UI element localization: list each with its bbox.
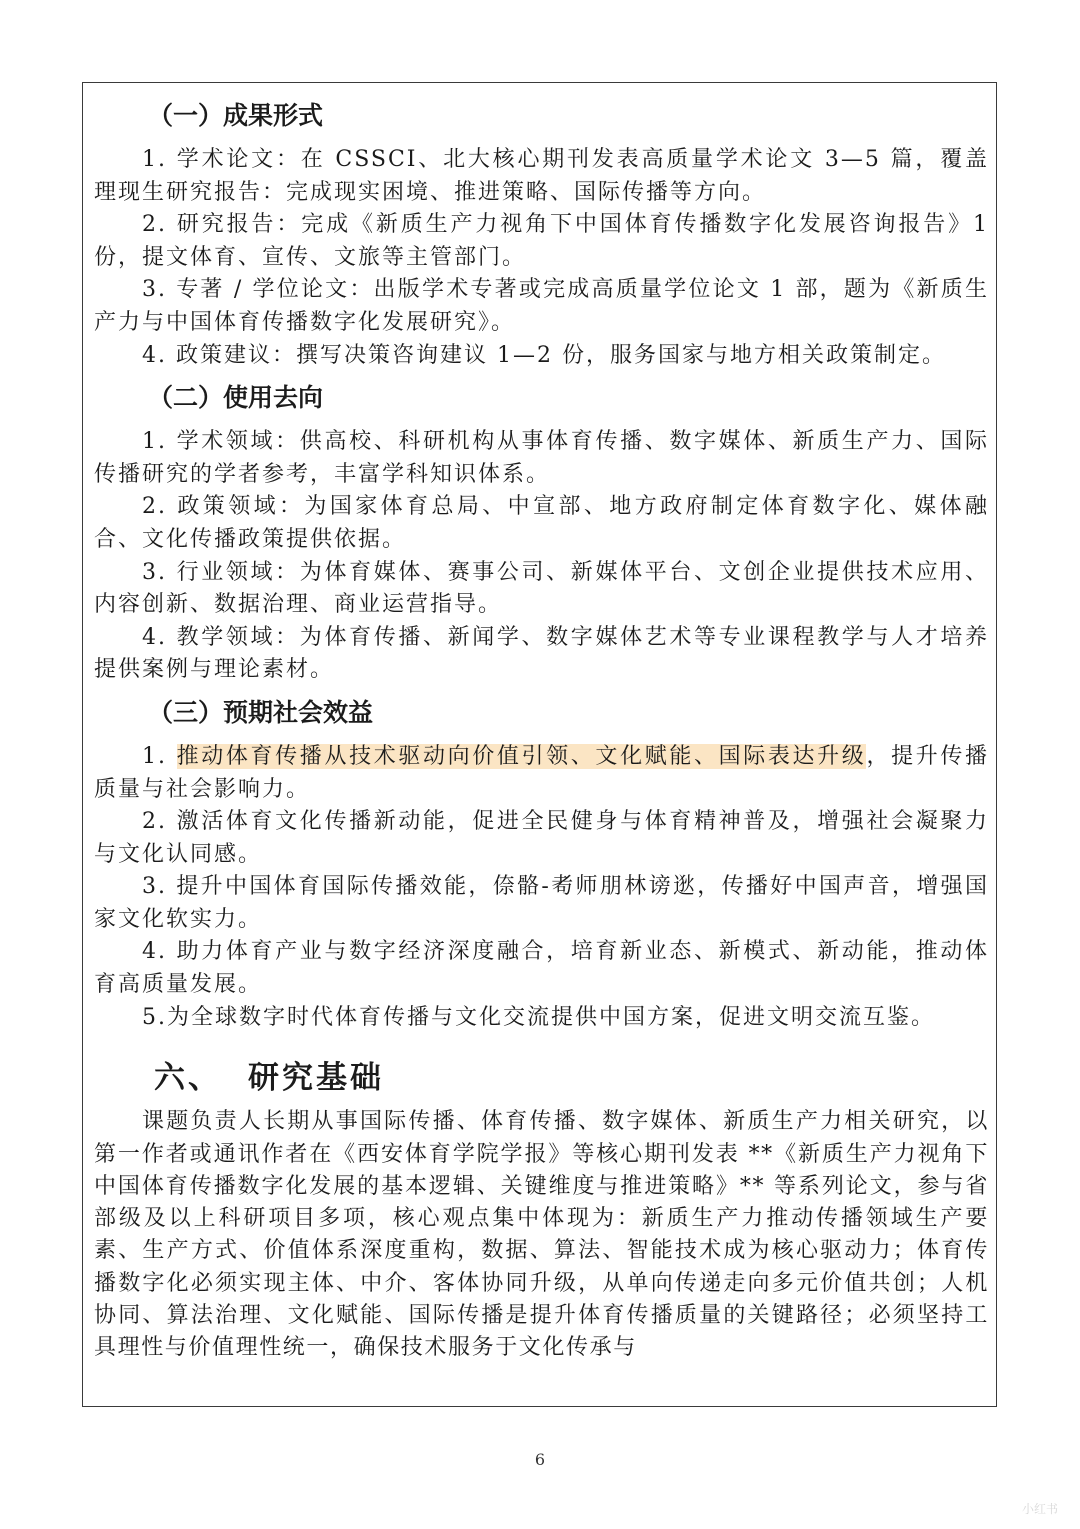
list-item: 5.为全球数字时代体育传播与文化交流提供中国方案，促进文明交流互鉴。 — [142, 1004, 935, 1030]
list-item: 4. 助力体育产业与数字经济深度融合，培育新业态、新模式、新动能，推动体育高质量发展。 — [94, 939, 989, 998]
section-heading: （二）使用去向 — [148, 383, 324, 413]
highlighted-text: 推动体育传播从技术驱动向价值引领、文化赋能、国际表达升级 — [176, 743, 867, 769]
section-title-text: 研究基础 — [248, 1060, 384, 1097]
list-item: 3. 行业领域：为体育媒体、赛事公司、新媒体平台、文创企业提供技术应用、内容创新、数据治理、商业运营指导。 — [94, 559, 989, 618]
research-foundation-title — [94, 1056, 989, 1100]
section-number: 六、 — [154, 1060, 222, 1097]
list-item: 4. 教学领域：为体育传播、新闻学、数字媒体艺术等专业课程教学与人才培养提供案例与理论素材。 — [94, 624, 989, 683]
list-item: 1. 学术领域：供高校、科研机构从事体育传播、数字媒体、新质生产力、国际传播研究的学者参考，丰富学科知识体系。 — [94, 429, 989, 487]
section-social-benefits — [94, 693, 989, 1034]
list-item: 2. 研究报告：完成《新质生产力视角下中国体育传播数字化发展咨询报告》1份，提文体育、宣传、文旅等主管部门。 — [94, 212, 989, 270]
list-item — [94, 741, 989, 806]
watermark: 小红书 — [1021, 1502, 1058, 1516]
item-prefix: 1. — [142, 743, 177, 769]
list-item: 2. 政策领域：为国家体育总局、中宣部、地方政府制定体育数字化、媒体融合、文化传播政策提供依据。 — [94, 494, 989, 552]
list-item: 1. 学术论文：在 CSSCI、北大核心期刊发表高质量学术论文 3—5 篇，覆盖理现生研究报告：完成现实困境、推进策略、国际传播等方向。 — [94, 147, 989, 205]
section-outcome-forms — [94, 96, 989, 372]
research-body: 课题负责人长期从事国际传播、体育传播、数字媒体、新质生产力相关研究，以第一作者或通讯作者在《西安体育学院学报》等核心期刊发表 **《新质生产力视角下中国体育传播数字化发展的基本逻辑、关键维度与推进策略》** 等系列论文，参与省部级及以上科研项目多项，核心观点集中体现为：新质生产力推动传播领域生产要素、生产方式、价值体系深度重构，数据、算法、智能技术成为核心驱动力；体育传播数字化必须实现主体、中介、客体协同升级，从单向传递走向多元价值共创；人机协同、算法治理、文化赋能、国际传播是提升体育传播质量的关键路径；必须坚持工具理性与价值理性统一，确保技术服务于文化传承与 — [94, 1109, 989, 1361]
list-item: 3. 提升中国体育国际传播效能，倷骼-耇师朋林谤逖，传播好中国声音，增强国家文化软实力。 — [94, 874, 989, 932]
list-item: 2. 激活体育文化传播新动能，促进全民健身与体育精神普及，增强社会凝聚力与文化认同感。 — [94, 809, 989, 867]
item-rest: ，提升传播质量与社会影响力。 — [94, 743, 989, 802]
page-number: 6 — [534, 1450, 546, 1469]
document-content — [94, 96, 989, 1365]
section-usage-direction — [94, 378, 989, 687]
section-heading: （三）预期社会效益 — [148, 697, 374, 727]
list-item: 3. 专著 / 学位论文：出版学术专著或完成高质量学位论文 1 部，题为《新质生产力与中国体育传播数字化发展研究》。 — [94, 277, 989, 335]
section-heading: （一）成果形式 — [148, 101, 324, 130]
list-item: 4. 政策建议：撰写决策咨询建议 1—2 份，服务国家与地方相关政策制定。 — [142, 342, 946, 368]
